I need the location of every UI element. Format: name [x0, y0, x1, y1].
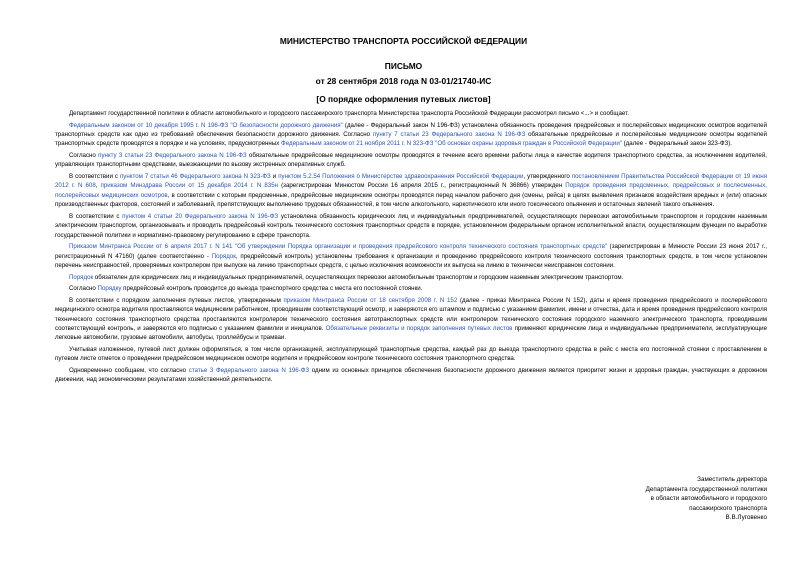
law-196-art23-p3-link[interactable]: пункту 3 статьи 23 Федерального закона N 196-ФЗ	[98, 152, 247, 159]
minzdrav-regulation-link[interactable]: пунктом 5.2.54 Положения о Министерстве здравоохранения Российской Федерации	[278, 173, 524, 180]
paragraph-text: Согласно	[69, 152, 99, 159]
law-196-link[interactable]: Федеральным законом от 10 декабря 1995 г. N 196-ФЗ "О безопасности дорожного движения"	[69, 121, 343, 129]
procedure-link[interactable]: Порядок	[211, 252, 236, 260]
paragraph-text: ,	[95, 182, 101, 190]
paragraph-8	[55, 284, 767, 293]
paragraph-text: Одновременно сообщаем, что согласно	[69, 367, 189, 375]
law-323-art46-link[interactable]: пунктом 7 статьи 46 Федерального закона N 323-ФЗ	[119, 173, 271, 180]
procedure-link[interactable]: Порядок	[69, 273, 94, 281]
paragraph-text: , в соответствии с которым предсменные, предрейсовые медицинские осмотры проводятся перед началом рабочего дня (смены, рейса) в целях выявления признаков воздействия вредных и (или) опасных производственных факторов, состояний и заболеваний, препятствующих выполнению трудовых обязанностей, в том числе алкогольного, наркотического или иного токсического опьянения и остаточных явлений такого опьянения.	[55, 191, 767, 209]
paragraph-text: установлена обязанность юридических лиц и индивидуальных предпринимателей, осуществляющих перевозки автомобильным транспортом и городским наземным электрическим транспортом, организовывать и проводить предрейсовый контроль технического состояния транспортных средств в порядке, установленном федеральным органом исполнительной власти, осуществляющим функции по выработке государственной политики и нормативно-правовому регулированию в сфере транспорта.	[55, 212, 768, 239]
medical-exam-procedure-link[interactable]: Порядок проведения предсменных, предрейсовых и послесменных, послерейсовых медицинских осмотров	[55, 182, 767, 199]
paragraph-text: одним из основных принципов обеспечения безопасности дорожного движения является приоритет жизни и здоровья граждан, участвующих в дорожном движении, над экономическими результатами хозяйственной деятельности.	[55, 367, 767, 384]
signature-line: Заместитель директора	[697, 476, 767, 483]
paragraph-text: предрейсовый контроль проводится до выезда транспортного средства с места его постоянной стоянки.	[121, 285, 423, 293]
paragraph-text: (далее - приказ Минтранса России N 152), даты и время проведения предрейсового и послерейсового медицинского осмотра водителя проставляются медицинским работником, проводившим соответствующий осмотр, и заверяются его штампом и подписью с указанием фамилии, имени и отчества, дата и время проведения предрейсового контроля технического состояния транспортного средства проставляются контролером технического состояния автотранспортных средств или контролером технического состояния городского наземного электрического транспорта, проводившим соответствующий контроль, и заверяются его подписью с указанием фамилии и инициалов.	[55, 296, 767, 333]
paragraph-text: (далее - Федеральный закон 323-ФЗ).	[621, 140, 733, 148]
signature-line: Департамента государственной политики	[645, 485, 767, 493]
paragraph-text: применяют юридические лица и индивидуальные предприниматели, эксплуатирующие легковые автомобили, грузовые автомобили, автобусы, троллейбусы и трамваи.	[55, 325, 767, 342]
paragraph-text: , предрейсовый контроль) установлены требования к организации и проведению предрейсового контроля технического состояния транспортных средств, в том числе установлен перечень неисправностей, проверяемых контролером при выпуске на линию транспортных средств, с целью исключения возможности их выпуска на линию в технически неисправном состоянии.	[55, 252, 767, 270]
signatory-name: В.В.Луговенко	[725, 514, 767, 522]
paragraph-2	[55, 121, 767, 149]
waybill-requisites-link[interactable]: Обязательные реквизиты и порядок заполнения путевых листов	[325, 325, 513, 333]
paragraph-text: (далее - Федеральный закон N 196-ФЗ) установлена обязанность проведения предрейсовых и послерейсовых медицинских осмотров водителей транспортных средств как одно из требований обеспечения безопасности дорожного движения. Согласно	[55, 121, 767, 138]
paragraph-text: (зарегистрирован Минюстом России 16 апреля 2015 г., регистрационный N 36866) утвержден	[278, 182, 566, 190]
paragraph-text: В соответствии с	[69, 212, 123, 220]
law-196-art20-link[interactable]: пунктом 4 статьи 20 Федерального закона N 196-ФЗ	[122, 212, 279, 220]
paragraph-3	[55, 151, 767, 170]
paragraph-text: Учитывая изложенное, путевой лист должен оформляться, в том числе организацией, эксплуатирующей транспортные средства, каждый раз до выезда транспортного средства в рейс с места его постоянной стоянки с проставлением в путевом листе отметок о проведении предрейсовом медицинском осмотре водителя и предрейсовом контроле технического состояния транспортного средства.	[55, 346, 767, 363]
law-196-art23-p7-link[interactable]: пункту 7 статьи 23 Федерального закона N 196-ФЗ	[372, 131, 526, 138]
paragraph-text: Департамент государственной политики в области автомобильного и городского пассажирского транспорта Министерства транспорта Российской Федерации рассмотрел письмо <...> и сообщает.	[69, 110, 629, 117]
paragraph-11	[55, 366, 767, 385]
paragraph-6	[55, 242, 767, 270]
paragraph-text: обязательные предрейсовые медицинские осмотры проводятся в течение всего времени работы лица в качестве водителя транспортного средства, за исключением водителей, управляющих транспортными средствами, выезжающими по вызову экстренных оперативных служб.	[55, 152, 767, 169]
order-835n-link[interactable]: приказом Минздрава России от 15 декабря 2014 г. N 835н	[100, 182, 279, 190]
paragraph-text: В соответствии с	[69, 173, 120, 180]
document-subject: [О порядке оформления путевых листов]	[316, 94, 491, 104]
signature-line: в области автомобильного и городского	[650, 495, 767, 503]
signature-line: пассажирского транспорта	[689, 504, 767, 512]
paragraph-text: и	[270, 173, 279, 180]
law-196-art3-link[interactable]: статье 3 Федерального закона N 196-ФЗ	[188, 367, 310, 375]
paragraph-text: обязателен для юридических лиц и индивидуальных предпринимателей, осуществляющих перевозки автомобильным транспортом и городским наземным электрическим транспортом.	[93, 273, 624, 281]
order-141-link[interactable]: Приказом Минтранса России от 6 апреля 2017 г. N 141 "Об утверждении Порядка организации и проведения предрейсового контроля технического состояния транспортных средств"	[69, 243, 608, 251]
document-date-number: от 28 сентября 2018 года N 03-01/21740-ИС	[315, 76, 492, 86]
paragraph-text: Согласно	[69, 285, 98, 293]
paragraph-1	[55, 109, 767, 118]
paragraph-4	[55, 172, 767, 210]
document-type: ПИСЬМО	[384, 61, 423, 71]
procedure-link[interactable]: Порядку	[97, 285, 122, 293]
paragraph-text: В соответствии с порядком заполнения путевых листов, утвержденным	[69, 296, 284, 304]
order-152-link[interactable]: приказом Минтранса России от 18 сентября 2008 г. N 152	[283, 296, 458, 304]
paragraph-7	[55, 273, 767, 282]
paragraph-9	[55, 296, 767, 343]
letter-body	[55, 109, 767, 387]
government-decree-608-link[interactable]: постановлением Правительства Российской Федерации от 19 июня 2012 г. N 608	[55, 173, 768, 190]
signature-block	[507, 475, 767, 523]
ministry-title: МИНИСТЕРСТВО ТРАНСПОРТА РОССИЙСКОЙ ФЕДЕРАЦИИ	[279, 36, 528, 46]
paragraph-text: (зарегистрирован в Минюсте России 23 июня 2017 г., регистрационный N 47160) (далее соответственно -	[55, 243, 767, 260]
paragraph-text: обязательные предрейсовые и послерейсовые медицинские осмотры водителей транспортных средств проводятся в порядке и на условиях, предусмотренных	[55, 131, 767, 148]
paragraph-5	[55, 212, 767, 240]
paragraph-10	[55, 345, 767, 364]
paragraph-text: , утвержденного	[523, 173, 572, 180]
law-323-link[interactable]: Федеральным законом от 21 ноября 2011 г. N 323-ФЗ "Об основах охраны здоровья граждан в Российской Федерации"	[281, 140, 622, 148]
